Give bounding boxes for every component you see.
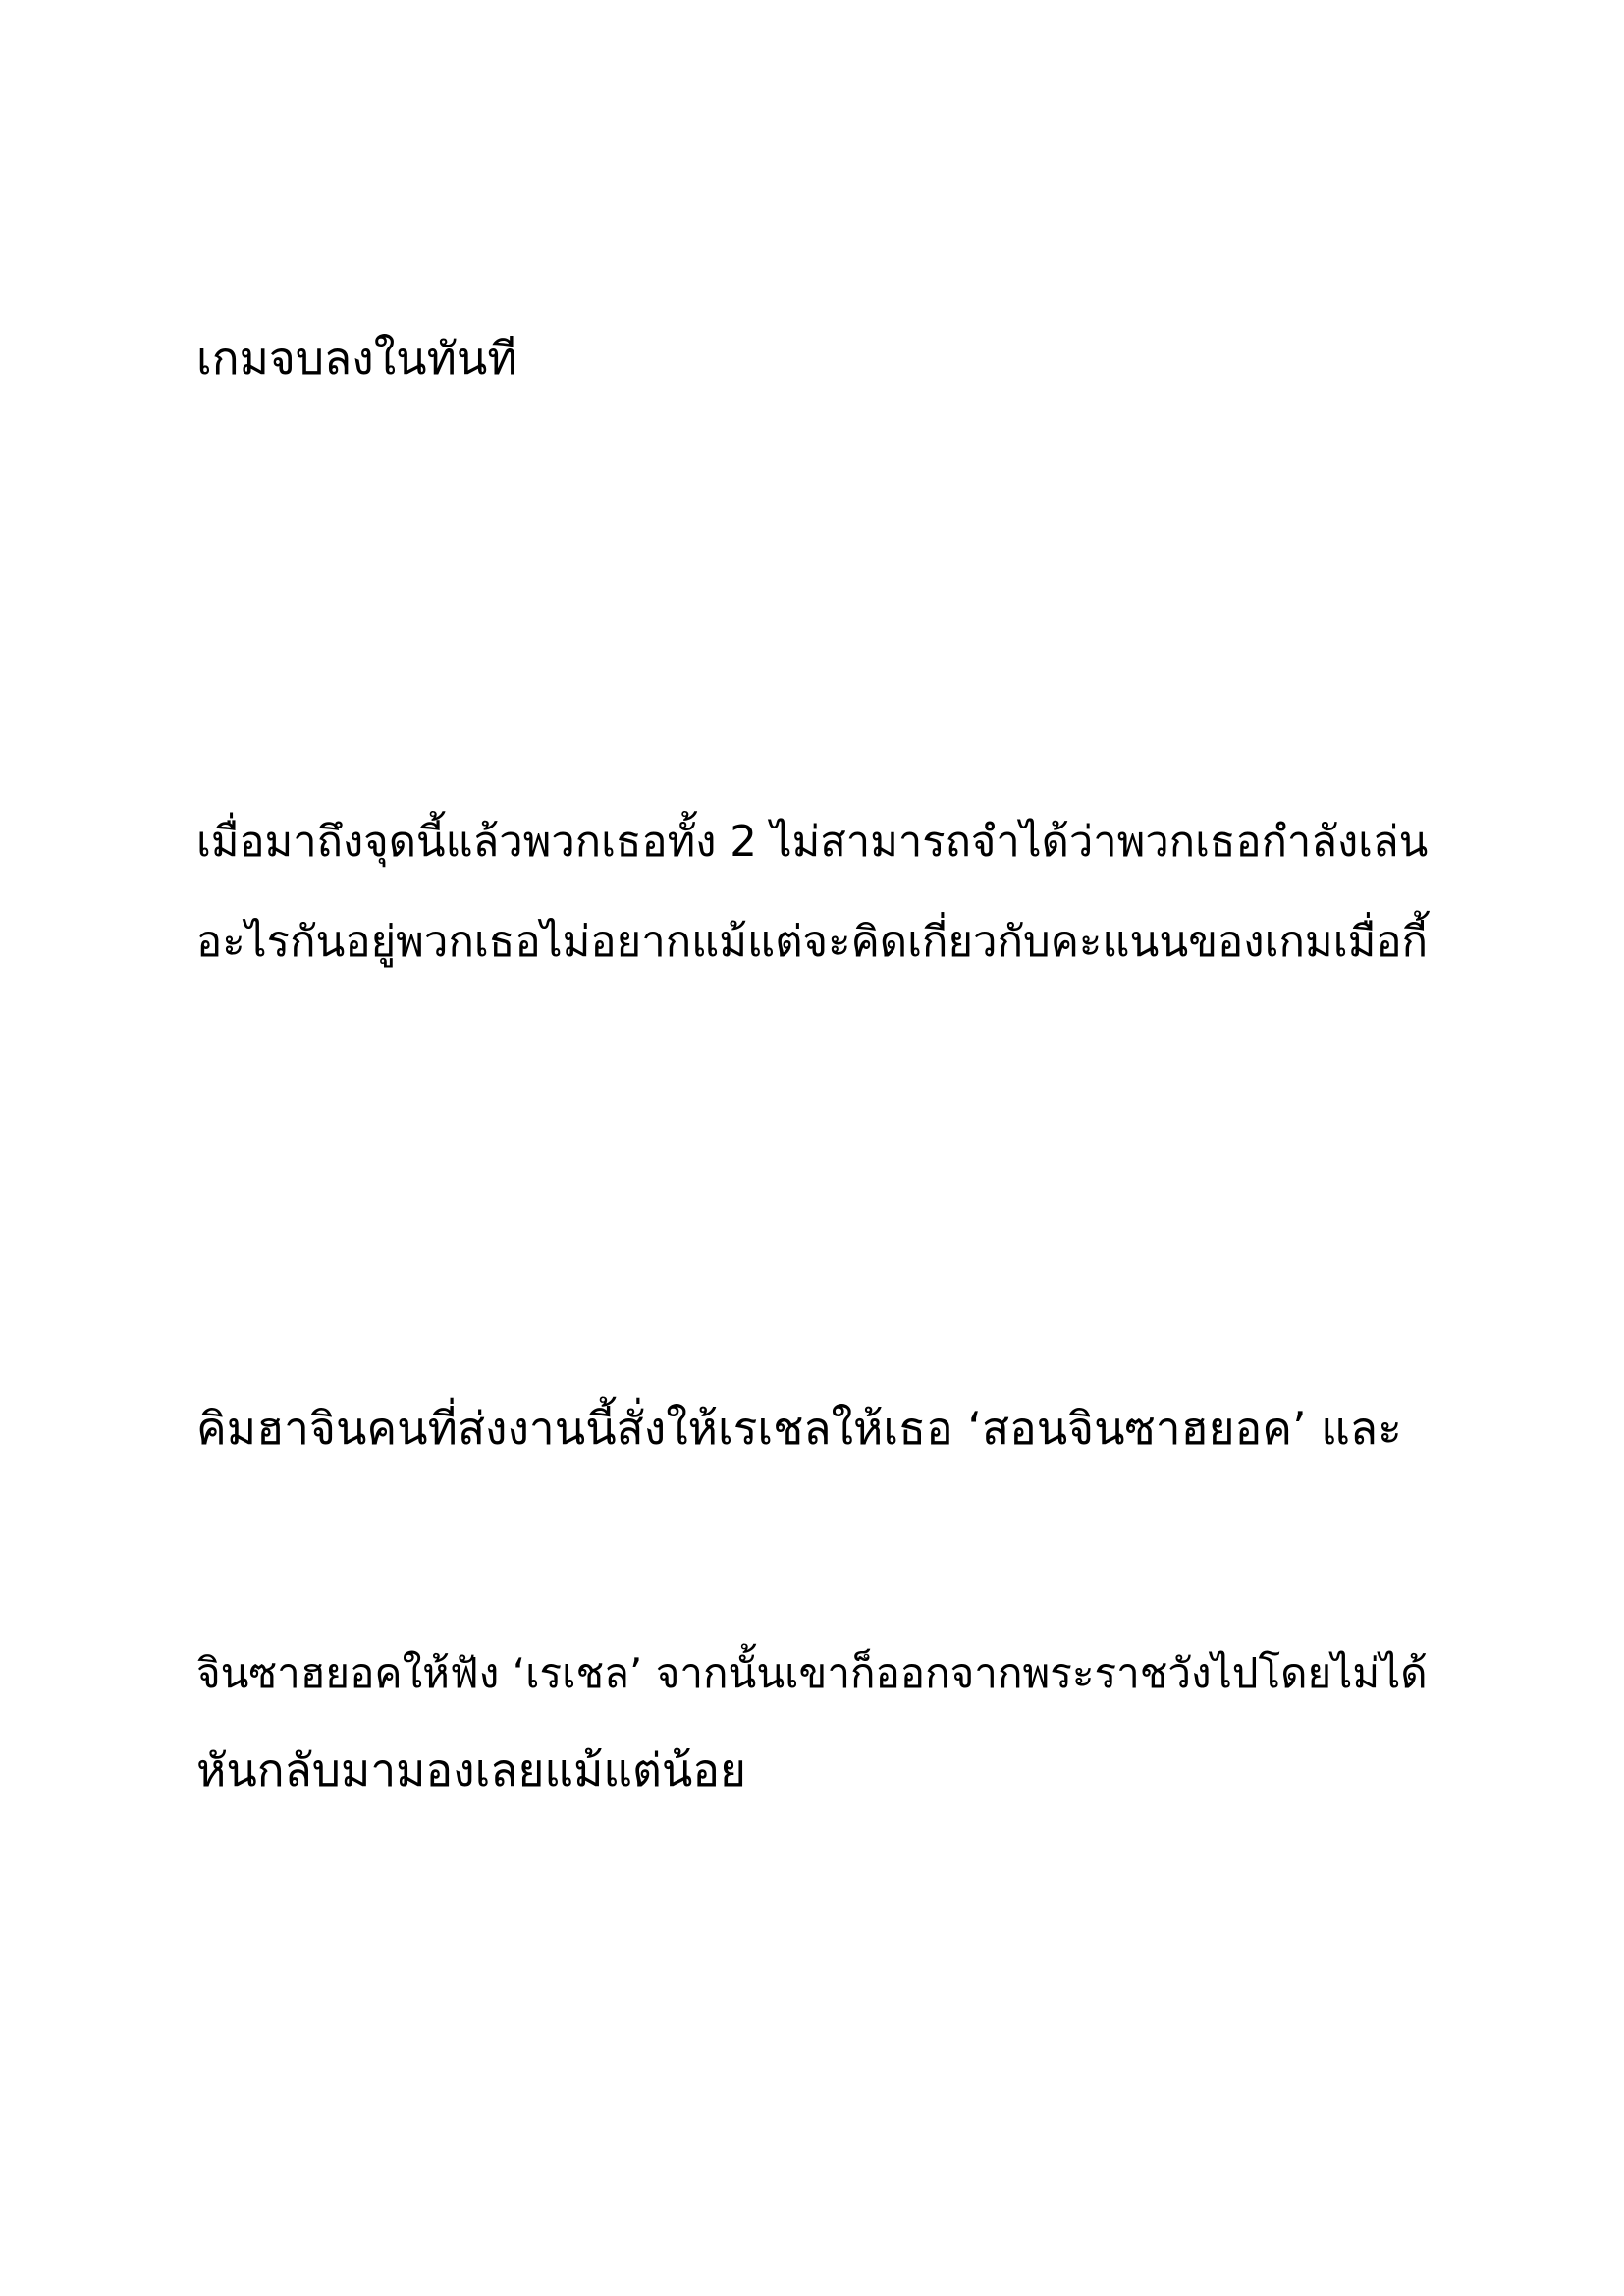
paragraph-4-line-1: จินซาฮยอคให้ฟัง ‘เรเชล’ จากนั้นเขาก็ออกจากพระราชวังไปโดยไม่ได้: [196, 1649, 1428, 1697]
paragraph-2-line-2: อะไรกันอยู่พวกเธอไม่อยากแม้แต่จะคิดเกี่ยวกับคะแนนของเกมเมื่อกี้: [196, 917, 1429, 967]
paragraph-4-line-2: หันกลับมามองเลยแม้แต่น้อย: [196, 1743, 746, 1796]
paragraph-1-line-1: เกมจบลงในทันที: [196, 332, 517, 385]
paragraph-3-line-1: คิมฮาจินคนที่ส่งงานนี้สั่งให้เรเชลให้เธอ ‘สอนจินซาฮยอค’ และ: [196, 1402, 1402, 1455]
paragraph-2-line-1: เมื่อมาถึงจุดนี้แล้วพวกเธอทั้ง 2 ไม่สามารถจำได้ว่าพวกเธอกำลังเล่น: [196, 818, 1429, 867]
